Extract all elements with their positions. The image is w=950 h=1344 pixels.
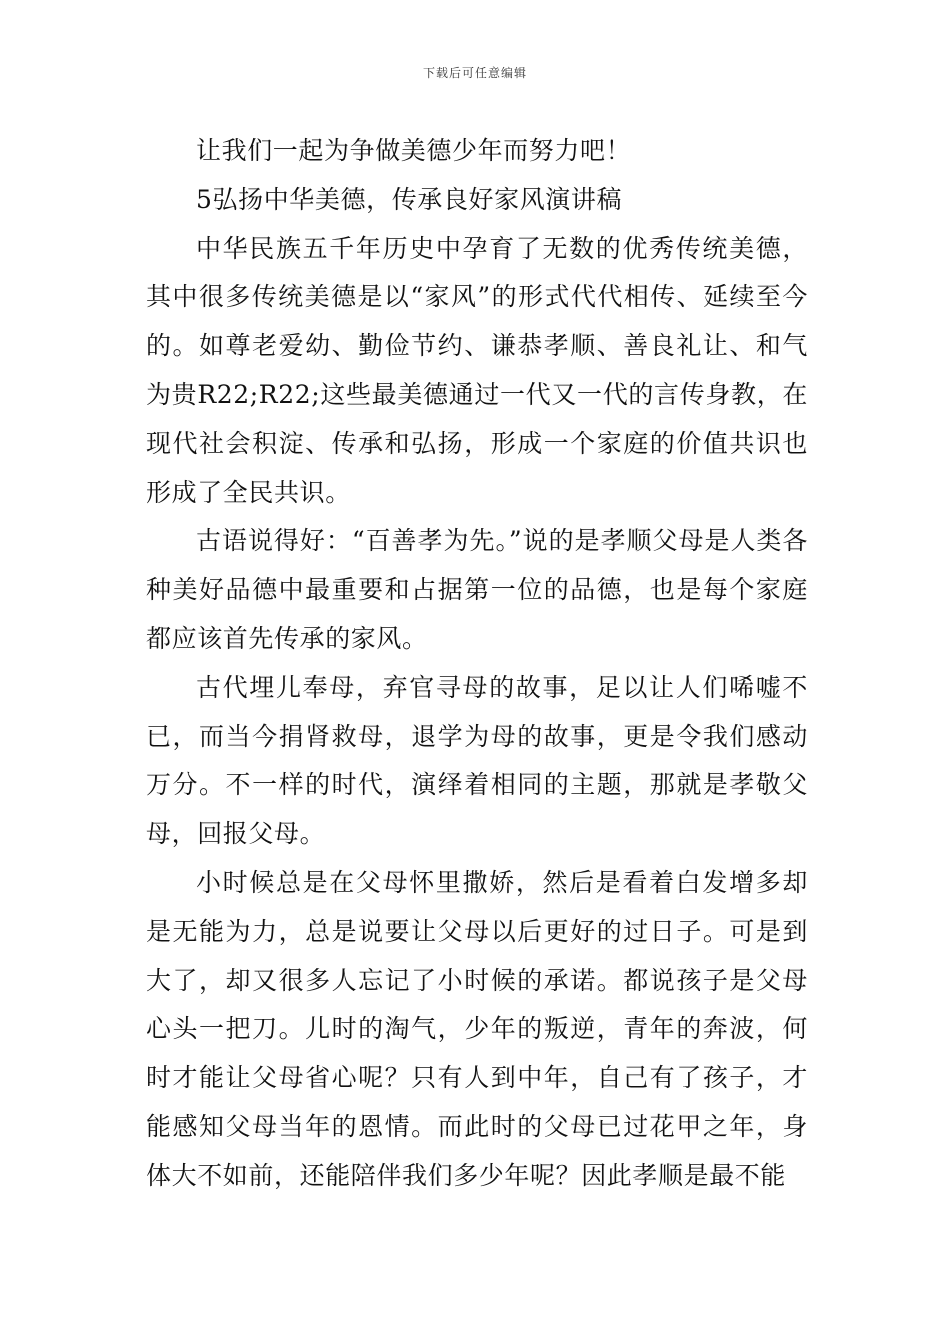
document-body <box>146 127 808 1201</box>
page-header: 下载后可任意编辑 <box>422 66 527 80</box>
paragraph-filial-piety: 古语说得好：“百善孝为先。”说的是孝顺父母是人类各种美好品德中最重要和占据第一位的品德，也是每个家庭都应该首先传承的家风。 <box>146 526 808 653</box>
section-title: 5弘扬中华美德，传承良好家风演讲稿 <box>196 184 623 214</box>
paragraph-childhood: 小时候总是在父母怀里撒娇，然后是看着白发增多却是无能为力，总是说要让父母以后更好的过日子。可是到大了，却又很多人忘记了小时候的承诺。都说孩子是父母心头一把刀。儿时的淘气，少年的叛逆，青年的奔波，何时才能让父母省心呢？只有人到中年，自己有了孩子，才能感知父母当年的恩情。而此时的父母已过花甲之年，身体大不如前，还能陪伴我们多少年呢？因此孝顺是最不能 <box>146 867 808 1190</box>
paragraph-closing-line: 让我们一起为争做美德少年而努力吧！ <box>196 136 632 165</box>
paragraph-family-virtues: 中华民族五千年历史中孕育了无数的优秀传统美德，其中很多传统美德是以“家风”的形式代代相传、延续至今的。如尊老爱幼、勤俭节约、谦恭孝顺、善良礼让、和气为贵R22;R22;这些最美德通过一代又一代的言传身教，在现代社会积淀、传承和弘扬，形成一个家庭的价值共识也形成了全民共识。 <box>146 233 808 507</box>
paragraph-ancient-stories: 古代埋儿奉母，弃官寻母的故事，足以让人们唏嘘不已，而当今捐肾救母，退学为母的故事，更是令我们感动万分。不一样的时代，演绎着相同的主题，那就是孝敬父母，回报父母。 <box>146 672 808 849</box>
